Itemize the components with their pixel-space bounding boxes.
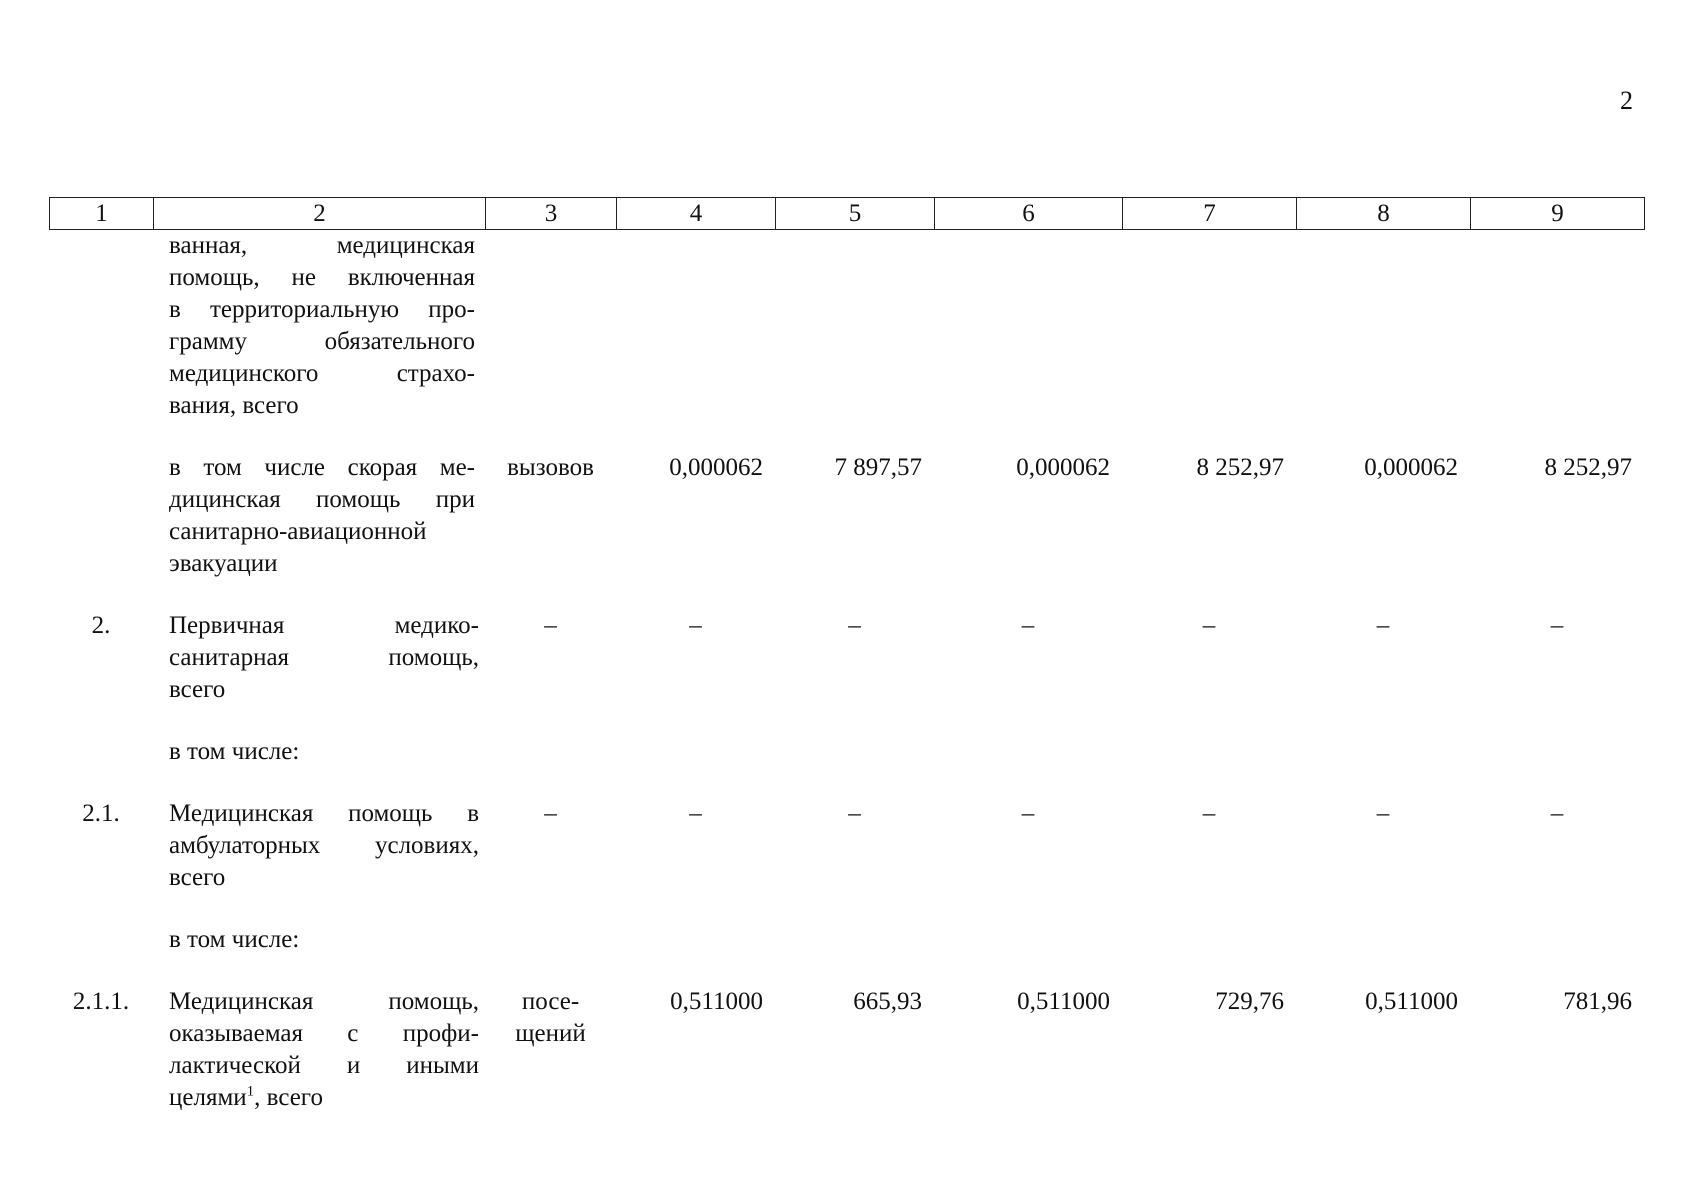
row-value-col8 [1296, 924, 1470, 956]
row-name: в том числе скорая ме-дицинская помощь при санитарно-авиационной эвакуации [169, 454, 475, 577]
row-value-col9 [1470, 736, 1644, 768]
row-spacer [49, 768, 1644, 798]
row-spacer [49, 956, 1644, 986]
row-value-col5: – [848, 612, 861, 639]
row-value-col7 [1122, 924, 1296, 956]
table-row [49, 924, 1644, 956]
row-value-col8: 0,000062 [1364, 454, 1458, 481]
header-col-8: 8 [1297, 198, 1471, 230]
row-value-col6: 0,000062 [1016, 454, 1110, 481]
table-row [49, 736, 1644, 768]
row-number [49, 924, 153, 956]
row-unit: – [544, 800, 557, 827]
row-value-col4: 0,000062 [669, 454, 763, 481]
table-row [49, 610, 1644, 706]
row-name-suffix: , всего [254, 1084, 323, 1111]
row-unit [485, 924, 616, 956]
header-col-5: 5 [776, 198, 935, 230]
row-value-col9: 781,96 [1563, 988, 1632, 1015]
row-value-col9: – [1550, 800, 1564, 827]
table-row [49, 230, 1644, 422]
row-value-col6 [934, 924, 1122, 956]
row-spacer [49, 422, 1644, 452]
row-value-col4 [616, 924, 775, 956]
row-number [49, 736, 153, 768]
row-spacer [49, 894, 1644, 924]
row-value-col4: – [689, 612, 702, 639]
table-row [49, 986, 1644, 1114]
row-unit: – [544, 612, 557, 639]
row-value-col5 [775, 230, 934, 422]
row-number [49, 230, 153, 422]
header-col-7: 7 [1123, 198, 1297, 230]
row-name: ванная, медицинская помощь, не включенная в территориальную про-грамму обязательного медицинского страхо-вания, всего [169, 232, 475, 419]
row-unit [485, 736, 616, 768]
row-value-col7: 8 252,97 [1196, 454, 1284, 481]
row-number: 2.1.1. [72, 988, 130, 1015]
row-value-col5: – [848, 800, 861, 827]
header-col-2: 2 [154, 198, 486, 230]
row-value-col8 [1296, 736, 1470, 768]
row-unit: посе- щений [515, 988, 586, 1047]
row-value-col4 [616, 230, 775, 422]
row-value-col7 [1122, 230, 1296, 422]
row-value-col5: 7 897,57 [834, 454, 922, 481]
row-value-col6 [934, 736, 1122, 768]
column-number-header [49, 197, 1645, 230]
data-table [49, 230, 1644, 1114]
row-unit [485, 230, 616, 422]
table-row [49, 798, 1644, 894]
row-spacer [49, 580, 1644, 610]
row-unit: вызовов [507, 454, 594, 481]
row-value-col5 [775, 736, 934, 768]
row-value-col6: – [1021, 800, 1035, 827]
table-row [49, 452, 1644, 580]
row-value-col7: – [1202, 612, 1216, 639]
row-value-col4 [616, 736, 775, 768]
row-value-col6: 0,511000 [1017, 988, 1110, 1015]
header-col-1: 1 [50, 198, 154, 230]
footnote-marker: 1 [246, 1083, 255, 1100]
row-number: 2.1. [82, 800, 120, 827]
row-value-col7: 729,76 [1215, 988, 1284, 1015]
row-value-col9: 8 252,97 [1544, 454, 1632, 481]
header-row [50, 198, 1645, 230]
page-number: 2 [1620, 86, 1633, 115]
header-col-9: 9 [1471, 198, 1645, 230]
row-name: в том числе: [169, 738, 300, 765]
row-value-col9: – [1550, 612, 1564, 639]
row-value-col8: – [1376, 800, 1390, 827]
row-value-col5: 665,93 [853, 988, 922, 1015]
header-col-4: 4 [617, 198, 776, 230]
row-number: 2. [91, 612, 111, 639]
row-value-col9 [1470, 924, 1644, 956]
row-value-col6: – [1021, 612, 1035, 639]
row-value-col6 [934, 230, 1122, 422]
row-value-col8 [1296, 230, 1470, 422]
row-value-col7: – [1202, 800, 1216, 827]
row-spacer [49, 706, 1644, 736]
row-number [49, 452, 153, 580]
row-name: Медицинская помощь в амбулаторных условиях, всего [169, 800, 479, 891]
row-name: Первичная медико-санитарная помощь, всего [169, 612, 479, 703]
row-value-col8: – [1376, 612, 1390, 639]
row-name: в том числе: [169, 926, 300, 953]
row-value-col4: – [689, 800, 702, 827]
row-value-col7 [1122, 736, 1296, 768]
header-col-6: 6 [935, 198, 1123, 230]
header-col-3: 3 [486, 198, 617, 230]
row-value-col8: 0,511000 [1365, 988, 1458, 1015]
row-value-col9 [1470, 230, 1644, 422]
row-value-col4: 0,511000 [670, 988, 763, 1015]
row-name: Медицинская помощь, оказываемая с профи-лактической и иными целями$^1$, всего [169, 988, 479, 1111]
row-value-col5 [775, 924, 934, 956]
